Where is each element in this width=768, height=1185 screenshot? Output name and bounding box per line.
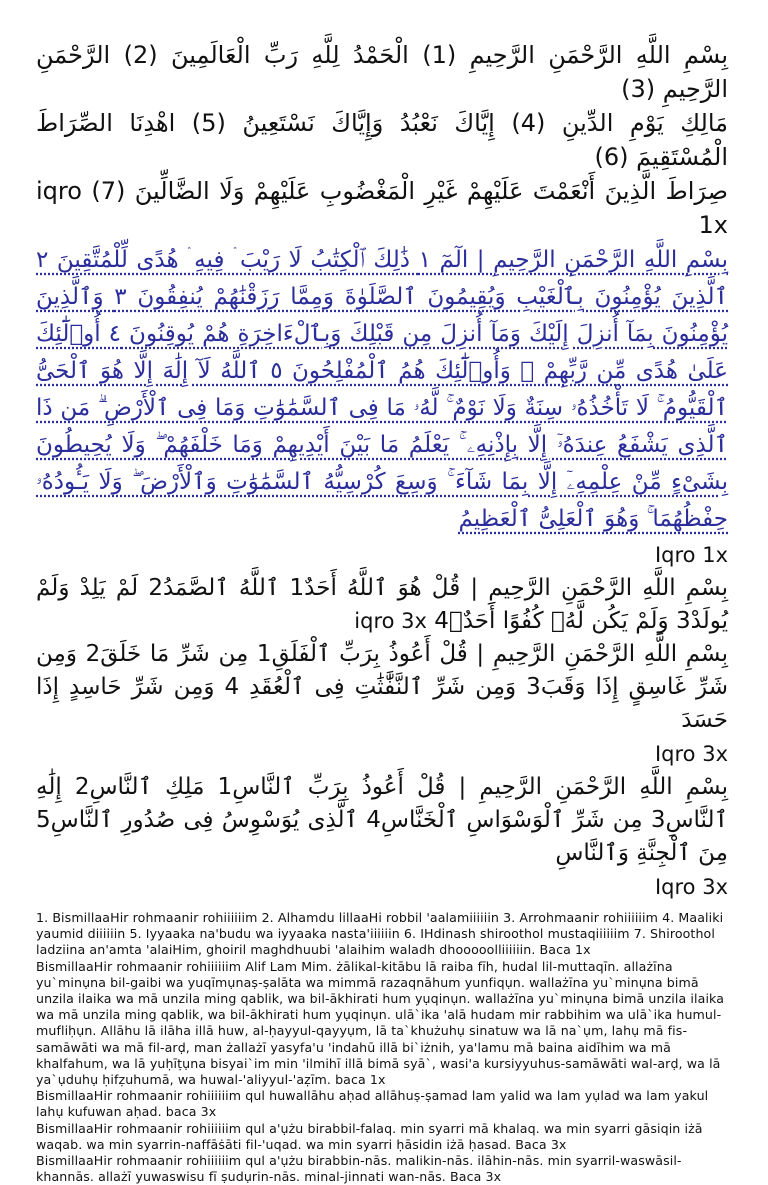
- ikhlas-text: بِسْمِ اللَّهِ الرَّحْمَنِ الرَّحِيمِ | قُلْ هُوَ ٱللَّهُ أَحَدٌ1 ٱللَّهُ ٱلصَّمَدُ2 لَمْ يَلِدْ وَلَمْ يُولَدْ3 وَلَمْ يَكُن لَّهُۥ كُفُوًا أَحَدٌۢ4: [36, 575, 728, 634]
- ikhlas-repeat-label: iqro 3x: [354, 609, 427, 633]
- falaq-block: [36, 638, 728, 737]
- falaq-text: بِسْمِ اللَّهِ الرَّحْمَنِ الرَّحِيمِ | قُلْ أَعُوذُ بِرَبِّ ٱلْفَلَقِ1 مِن شَرِّ مَا خَلَقَ2 وَمِن شَرِّ غَاسِقٍ إِذَا وَقَبَ3 وَمِن شَرِّ ٱلنَّفَّٰثَٰتِ فِى ٱلْعُقَدِ 4 وَمِن شَرِّ حَاسِدٍ إِذَا حَسَدَ: [36, 641, 728, 733]
- transliteration-falaq: BismillaaHir rohmaanir rohiiiiiim qul a'ụżu birabbil-falaq. min syarri mā khalaq. wa min syarri gāsiqin iżā waqab. wa min syarrin-naffāṡāti fil-'uqad. wa min syarri ḥāsidin iżā ḥasad. Baca 3x: [36, 1120, 703, 1152]
- fatihah-line-3: [36, 174, 728, 242]
- transliteration-nas: BismillaaHir rohmaanir rohiiiiiim qul a'ụżu birabbin-nās. malikin-nās. ilāhin-nās. min syarril-waswāsil-khannās. allażī yuwaswisu fī ṣudụrin-nās. minal-jinnati wan-nās. Baca 3x: [36, 1153, 682, 1185]
- baqarah-repeat-label: Iqro 1x: [654, 543, 728, 567]
- transliteration-fatihah: 1. BismillaaHir rohmaanir rohiiiiiim 2. Alhamdu lillaaHi robbil 'aalamiiiiiin 3. Arrohmaanir rohiiiiiim 4. Maaliki yaumid diiiiiin 5. Iyyaaka na'budu wa iyyaaka nasta'iiiiiin 6. IHdinash shiroothol mustaqiiiiiim 7. Shiroothol ladziina an'amta 'alaiHim, ghoiril maghdhuubi 'alaihim waladh dhooooolliiiiiin. Baca 1x: [36, 910, 724, 958]
- fatihah-repeat-label: iqro 1x: [36, 177, 728, 239]
- nas-text: بِسْمِ اللَّهِ الرَّحْمَنِ الرَّحِيمِ | قُلْ أَعُوذُ بِرَبِّ ٱلنَّاسِ1 مَلِكِ ٱلنَّاسِ2 إِلَٰهِ ٱلنَّاسِ3 مِن شَرِّ ٱلْوَسْوَاسِ ٱلْخَنَّاسِ4 ٱلَّذِى يُوَسْوِسُ فِى صُدُورِ ٱلنَّاسِ5 مِنَ ٱلْجِنَّةِ وَٱلنَّاسِ: [36, 774, 728, 866]
- baqarah-text: بِسْمِ اللَّهِ الرَّحْمَنِ الرَّحِيمِ | الٓمٓ ١ ذَٰلِكَ ٱلْكِتَٰبُ لَا رَيْبَ ۛ فِيهِ ۛ هُدًى لِّلْمُتَّقِينَ ٢ ٱلَّذِينَ يُؤْمِنُونَ بِٱلْغَيْبِ وَيُقِيمُونَ ٱلصَّلَوٰةَ وَمِمَّا رَزَقْنَٰهُمْ يُنفِقُونَ ٣ وَٱلَّذِينَ يُؤْمِنُونَ بِمَآ أُنزِلَ إِلَيْكَ وَمَآ أُنزِلَ مِن قَبْلِكَ وَبِٱلْءَاخِرَةِ هُمْ يُوقِنُونَ ٤ أُو۟لَٰٓئِكَ عَلَىٰ هُدًى مِّن رَّبِّهِمْ ۖ وَأُو۟لَٰٓئِكَ هُمُ ٱلْمُفْلِحُونَ ٥ ٱللَّهُ لَآ إِلَٰهَ إِلَّا هُوَ ٱلْحَىُّ ٱلْقَيُّومُ ۚ لَا تَأْخُذُهُۥ سِنَةٌ وَلَا نَوْمٌ ۚ لَّهُۥ مَا فِى ٱلسَّمَٰوَٰتِ وَمَا فِى ٱلْأَرْضِ ۗ مَن ذَا ٱلَّذِى يَشْفَعُ عِندَهُۥٓ إِلَّا بِإِذْنِهِۦ ۚ يَعْلَمُ مَا بَيْنَ أَيْدِيهِمْ وَمَا خَلْفَهُمْ ۖ وَلَا يُحِيطُونَ بِشَىْءٍ مِّنْ عِلْمِهِۦٓ إِلَّا بِمَا شَآءَ ۚ وَسِعَ كُرْسِيُّهُ ٱلسَّمَٰوَٰتِ وَٱلْأَرْضَ ۖ وَلَا يَـُٔودُهُۥ حِفْظُهُمَا ۚ وَهُوَ ٱلْعَلِىُّ ٱلْعَظِيمُ: [36, 247, 728, 532]
- falaq-repeat-label: Iqro 3x: [654, 742, 728, 766]
- transliteration-ikhlas: BismillaaHir rohmaanir rohiiiiiim qul huwallāhu aḥad allāhuṣ-ṣamad lam yalid wa lam yụlad wa lam yakul lahụ kufuwan aḥad. baca 3x: [36, 1088, 709, 1120]
- ikhlas-block: [36, 572, 728, 638]
- fatihah-line-3-text: صِرَاطَ الَّذِينَ أَنْعَمْتَ عَلَيْهِمْ غَيْرِ الْمَغْضُوبِ عَلَيْهِمْ وَلَا الضَّالِّينَ (7): [91, 177, 729, 205]
- fatihah-line-1: بِسْمِ اللَّهِ الرَّحْمَنِ الرَّحِيمِ (1) الْحَمْدُ لِلَّهِ رَبِّ الْعَالَمِينَ (2) الرَّحْمَنِ الرَّحِيمِ (3): [36, 41, 728, 103]
- nas-block: [36, 771, 728, 870]
- fatihah-line-2: مَالِكِ يَوْمِ الدِّينِ (4) إِيَّاكَ نَعْبُدُ وَإِيَّاكَ نَسْتَعِينُ (5) اهْدِنَا الصِّرَاطَ الْمُسْتَقِيمَ (6): [36, 109, 729, 171]
- transliteration-block: [36, 910, 728, 1185]
- baqarah-block: [36, 242, 728, 538]
- fatihah-block: [36, 38, 728, 242]
- transliteration-baqarah: BismillaaHir rohmaanir rohiiiiiim Alif Lam Mim. żālikal-kitābu lā raiba fīh, hudal lil-muttaqīn. allażīna yu`minụna bil-gaibi wa yuqīmụnaṣ-ṣalāta wa mimmā razaqnāhum yunfiqụn. wallażīna yu`minụna bimā unzila ilaika wa mā unzila ming qablik, wa bil-ākhirati hum yụqinụn. wallażīna yu`minụna bimā unzila ilaika wa mā unzila ming qablik, wa bil-ākhirati hum yụqinụn. ulā`ika 'alā hudam mir rabbihim wa ulā`ika humul-mufliḥụn. Allāhu lā ilāha illā huw, al-ḥayyul-qayyụm, lā ta`khużuhụ sinatuw wa lā na`ụm, lahụ mā fis-samāwāti wa mā fil-arḍ, man żallażī yasyfa'u 'indahū illā bi`iżnih, ya'lamu mā baina aidīhim wa mā khalfahum, wa lā yuḥīṭụna bisyai`im min 'ilmihī illā bimā syā`, wasi'a kursiyyuhus-samāwāti wal-arḍ, wa lā ya`ụduhụ ḥifẓuhumā, wa huwal-'aliyyul-'aẓīm. baca 1x: [36, 958, 725, 1088]
- nas-repeat-label: Iqro 3x: [654, 875, 728, 899]
